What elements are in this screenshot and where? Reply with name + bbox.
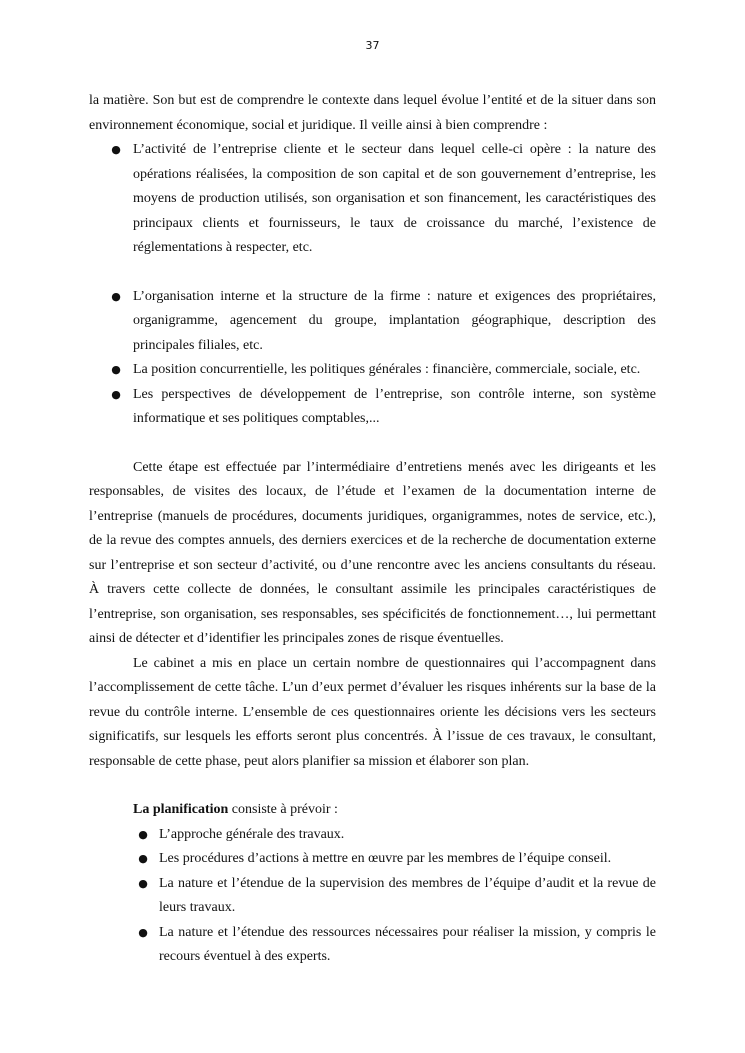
intro-paragraph: la matière. Son but est de comprendre le contexte dans lequel évolue l’entité et de la situer dans son environnement économique, social et juridique. Il veille ainsi à bien comprendre : [89,93,656,133]
list-item-text: La nature et l’étendue des ressources nécessaires pour réaliser la mission, y compris le recours éventuel à des experts. [159,924,656,964]
list-item-text: La position concurrentielle, les politiques générales : financière, commerciale, sociale, etc. [133,362,641,377]
planning-term: La planification [133,802,229,817]
bullet-icon: ● [138,852,148,865]
planning-intro [89,798,656,823]
bullet-icon: ● [111,289,121,303]
list-item-text: Les procédures d’actions à mettre en œuvre par les membres de l’équipe conseil. [159,851,612,866]
list-item [89,138,656,261]
list-item-text: La nature et l’étendue de la supervision des membres de l’équipe d’audit et la revue de leurs travaux. [159,875,656,915]
list-item-text: L’organisation interne et la structure de la firme : nature et exigences des propriétaires, organigramme, agencement du groupe, implantation géographique, description des principales filiales, etc. [133,288,656,353]
bullet-icon: ● [138,876,148,890]
list-item [89,285,656,359]
list-item-text: L’approche générale des travaux. [159,826,345,842]
questionnaire-paragraph: Le cabinet a mis en place un certain nombre de questionnaires qui l’accompagnent dans l’accomplissement de cette tâche. L’un d’eux permet d’évaluer les risques inhérents sur la base de la revue du contrôle interne. L’ensemble de ces questionnaires oriente les décisions vers les secteurs significatifs, sur lesquels les efforts seront plus concentrés. À l’issue de ces travaux, le consultant, responsable de cette phase, peut alors planifier sa mission et élaborer son plan. [89,655,656,769]
list-item-text: Les perspectives de développement de l’entreprise, son contrôle interne, son système informatique et ses politiques comptables,... [133,386,656,426]
process-paragraph: Cette étape est effectuée par l’intermédiaire d’entretiens menés avec les dirigeants et les responsables, de visites des locaux, de l’étude et l’examen de la documentation interne de l’entreprise (manuels de procédures, documents juridiques, organigrammes, notes de service, etc.), de la revue des comptes annuels, des derniers exercices et de la recherche de documentation externe sur l’entreprise et son secteur d’activité, ou d’une rencontre avec les anciens consultants du réseau. À travers cette collecte de données, le consultant assimile les principales caractéristiques de l’entreprise, son organisation, ses responsables, ses spécificités de fonctionnement…, lui permettant ainsi de détecter et d’identifier les principales zones de risque éventuelles. [89,459,656,646]
list-item [89,823,656,848]
understanding-list [89,138,656,432]
bullet-icon: ● [111,143,121,156]
planning-list [89,823,656,970]
bullet-icon: ● [138,827,148,841]
bullet-icon: ● [111,387,121,401]
bullet-icon: ● [111,363,121,376]
list-item [89,847,656,872]
page-body [89,89,656,970]
list-item-text: L’activité de l’entreprise cliente et le secteur dans lequel celle-ci opère : la nature des opérations réalisées, la composition de son capital et de son gouvernement d’entreprise, les moyens de production utilisés, son organisation et son financement, les caractéristiques des principaux clients et fournisseurs, le taux de croissance du marché, l’existence de réglementations à respecter, etc. [133,142,656,255]
list-item [89,358,656,383]
bullet-icon: ● [138,925,148,939]
planning-rest: consiste à prévoir : [228,802,338,817]
list-item [89,921,656,970]
list-item [89,872,656,921]
page-number: 37 [365,39,380,52]
list-item [89,383,656,432]
